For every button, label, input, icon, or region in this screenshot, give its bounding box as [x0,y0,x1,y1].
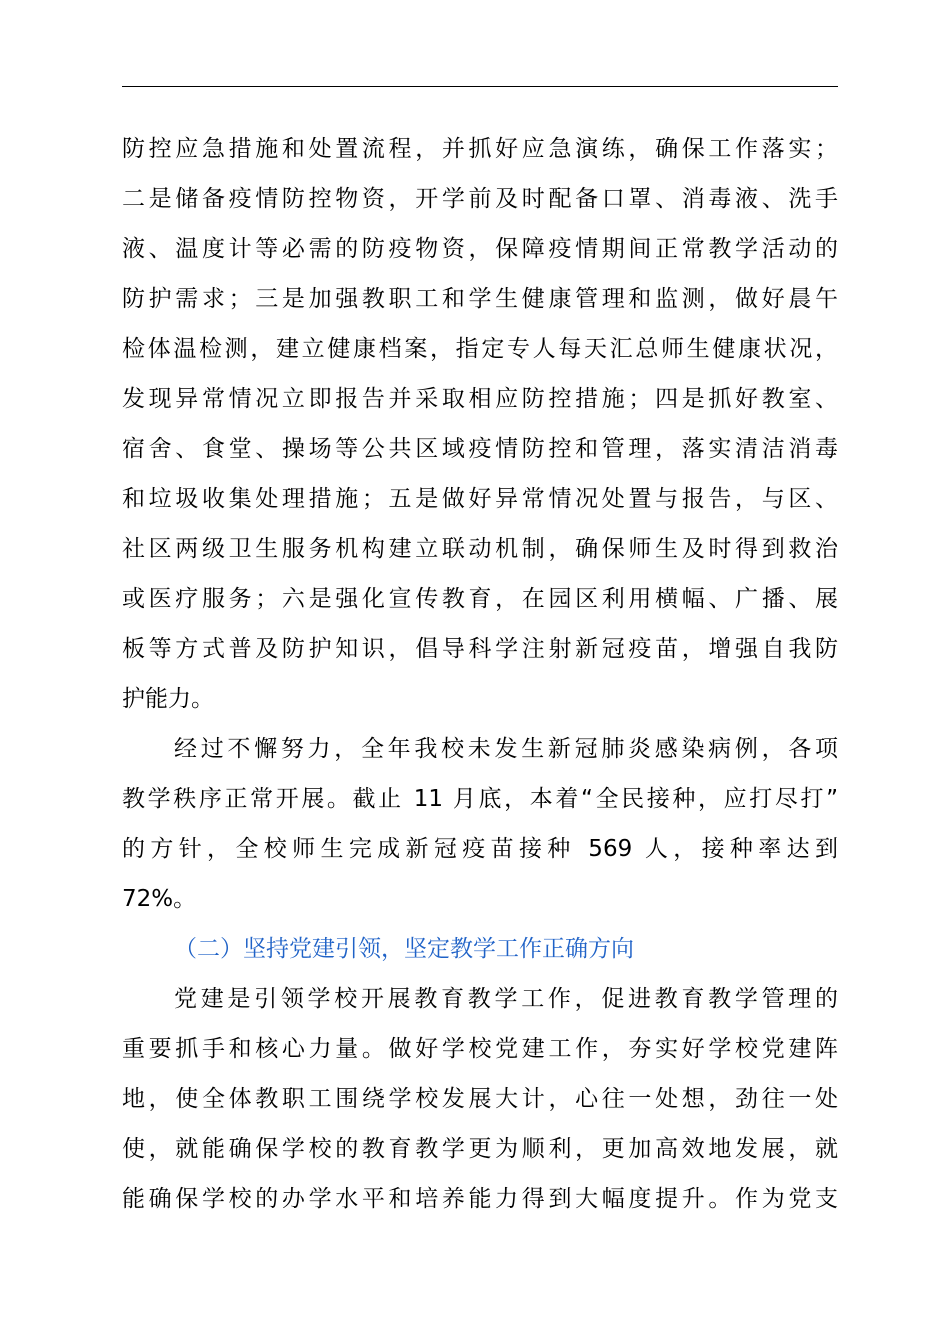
text-line: 宿舍、食堂、操场等公共区域疫情防控和管理，落实清洁消毒 [122,436,838,462]
text-line: 和垃圾收集处理措施；五是做好异常情况处置与报告，与区、 [122,486,838,512]
text-line: 重要抓手和核心力量。做好学校党建工作，夯实好学校党建阵 [122,1036,838,1062]
header-rule [122,86,838,87]
text-line: 教学秩序正常开展。截止 11 月底，本着“全民接种，应打尽打” [122,786,838,812]
paragraph-party-building [122,974,838,1224]
text-line: 防控应急措施和处置流程，并抓好应急演练，确保工作落实； [122,136,838,162]
paragraph-vaccination-results [122,724,838,924]
paragraph-epidemic-measures [122,124,838,724]
text-line: 党建是引领学校开展教育教学工作，促进教育教学管理的 [174,986,838,1012]
text-line: 地，使全体教职工围绕学校发展大计，心往一处想，劲往一处 [122,1086,838,1112]
text-line: 检体温检测，建立健康档案，指定专人每天汇总师生健康状况， [122,336,838,362]
text-line: 使，就能确保学校的教育教学更为顺利，更加高效地发展，就 [122,1136,838,1162]
text-line: 防护需求；三是加强教职工和学生健康管理和监测，做好晨午 [122,286,838,312]
text-line: 板等方式普及防护知识，倡导科学注射新冠疫苗，增强自我防 [122,636,838,662]
text-line: 的方针，全校师生完成新冠疫苗接种 569 人，接种率达到 [122,836,838,862]
text-line: 经过不懈努力，全年我校未发生新冠肺炎感染病例，各项 [174,736,838,762]
text-line: 二是储备疫情防控物资，开学前及时配备口罩、消毒液、洗手 [122,186,838,212]
text-line: 或医疗服务；六是强化宣传教育，在园区利用横幅、广播、展 [122,586,838,612]
document-body [122,124,838,1224]
section-heading: （二）坚持党建引领，坚定教学工作正确方向 [174,936,634,962]
text-line: 液、温度计等必需的防疫物资，保障疫情期间正常教学活动的 [122,236,838,262]
text-line: 能确保学校的办学水平和培养能力得到大幅度提升。作为党支 [122,1186,838,1212]
text-line: 发现异常情况立即报告并采取相应防控措施；四是抓好教室、 [122,386,838,412]
text-line: 护能力。 [122,686,214,712]
text-line: 72%。 [122,886,197,912]
text-line: 社区两级卫生服务机构建立联动机制，确保师生及时得到救治 [122,536,838,562]
